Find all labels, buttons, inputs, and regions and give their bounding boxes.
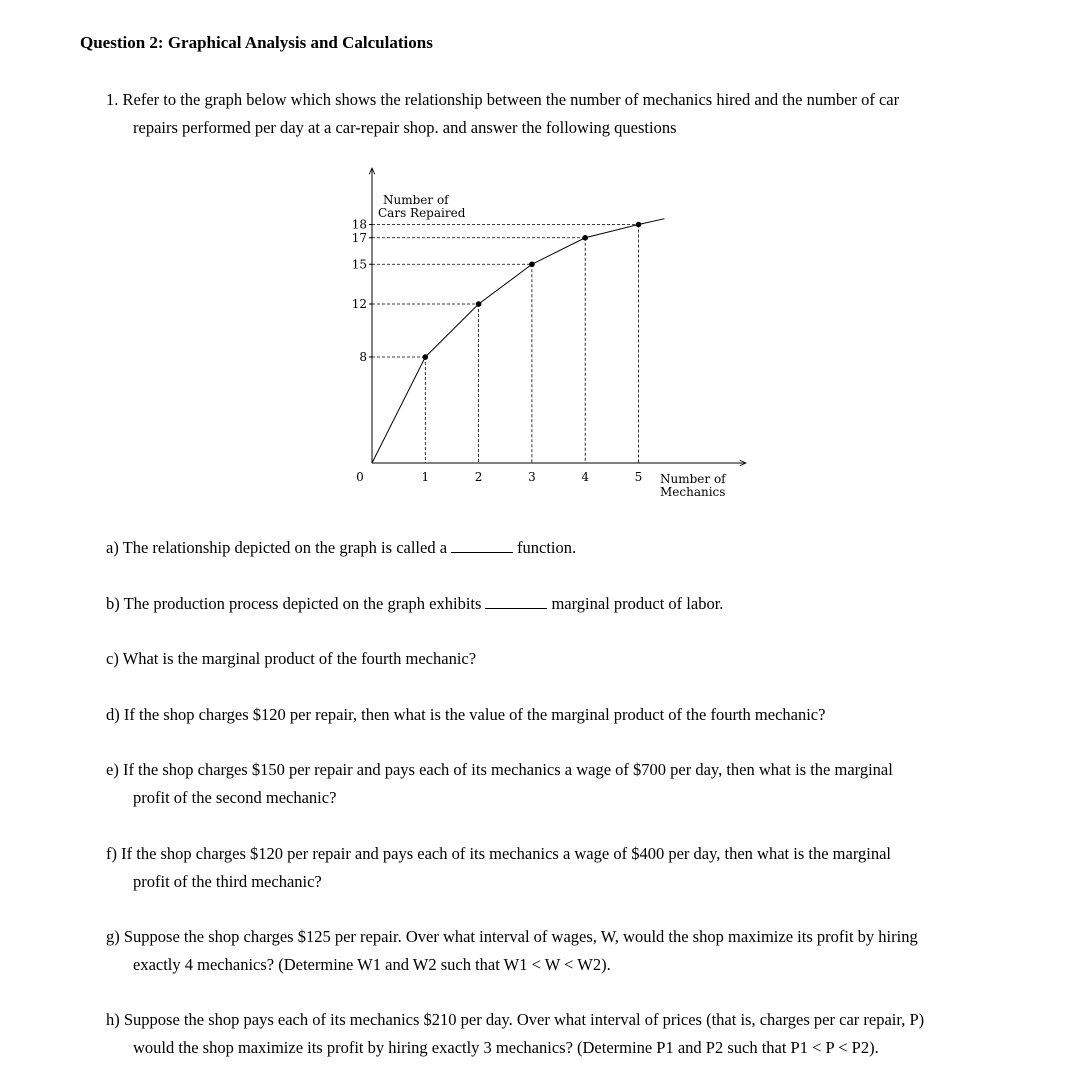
- question-g-line-2: exactly 4 mechanics? (Determine W1 and W2 such that W1 < W < W2).: [133, 955, 611, 974]
- dashed-guide-lines: [372, 225, 639, 464]
- question-b: [106, 590, 723, 618]
- y-axis-label-line2: Cars Repaired: [378, 206, 466, 220]
- answer-blank-a[interactable]: [451, 538, 513, 553]
- question-g-line-1: g) Suppose the shop charges $125 per repair. Over what interval of wages, W, would the shop maximize its profit by hiring: [106, 927, 918, 946]
- intro-paragraph: [106, 86, 899, 142]
- question-e-line-2: profit of the second mechanic?: [133, 788, 337, 807]
- intro-line-2: repairs performed per day at a car-repair shop. and answer the following questions: [133, 118, 677, 137]
- y-tick-label-8: 8: [359, 350, 367, 364]
- question-a-text: a) The relationship depicted on the graph is called a: [106, 538, 448, 557]
- page-title: Question 2: Graphical Analysis and Calculations: [80, 33, 433, 52]
- x-tick-label-4: 4: [581, 470, 590, 484]
- data-point-4: [582, 235, 588, 241]
- question-a: [106, 534, 576, 562]
- question-f-line-2: profit of the third mechanic?: [133, 872, 322, 891]
- x-tick-label-3: 3: [528, 470, 536, 484]
- question-c-line-1: c) What is the marginal product of the fourth mechanic?: [106, 649, 477, 668]
- question-d-line-1: d) If the shop charges $120 per repair, then what is the value of the marginal product of the fourth mechanic?: [106, 705, 826, 724]
- x-axis-label-line2: Mechanics: [660, 485, 726, 499]
- question-b-text: b) The production process depicted on the graph exhibits: [106, 594, 482, 613]
- question-h-line-1: h) Suppose the shop pays each of its mechanics $210 per day. Over what interval of prices (that is, charges per car repair, P): [106, 1010, 925, 1029]
- answer-blank-b[interactable]: [485, 594, 547, 609]
- question-b-suffix: marginal product of labor.: [551, 594, 724, 613]
- question-h: [106, 1006, 924, 1062]
- x-tick-label-5: 5: [634, 470, 643, 484]
- y-tick-label-15: 15: [351, 257, 367, 272]
- intro-line-1: 1. Refer to the graph below which shows the relationship between the number of mechanics hired and the number of car: [106, 90, 900, 109]
- question-g: [106, 923, 918, 979]
- x-axis-label-line1: Number of: [660, 472, 726, 486]
- production-curve: [372, 219, 665, 463]
- data-point-2: [476, 301, 482, 307]
- question-e-line-1: e) If the shop charges $150 per repair and pays each of its mechanics a wage of $700 per day, then what is the marginal: [106, 760, 893, 779]
- question-e: [106, 756, 893, 812]
- data-point-5: [636, 222, 642, 228]
- x-tick-label-2: 2: [474, 470, 483, 484]
- x-tick-label-1: 1: [421, 470, 430, 484]
- y-tick-label-17: 17: [351, 230, 367, 245]
- y-axis-label-line1: Number of: [383, 193, 449, 207]
- y-tick-label-12: 12: [351, 297, 367, 311]
- question-h-line-2: would the shop maximize its profit by hiring exactly 3 mechanics? (Determine P1 and P2 such that P1 < P < P2).: [133, 1038, 879, 1057]
- y-tick-label-18: 18: [351, 217, 367, 232]
- question-f: [106, 840, 891, 896]
- x-tick-label-0: 0: [356, 470, 364, 484]
- data-point-3: [529, 261, 535, 267]
- production-function-chart: [330, 160, 770, 510]
- data-point-1: [423, 354, 429, 360]
- question-f-line-1: f) If the shop charges $120 per repair and pays each of its mechanics a wage of $400 per day, then what is the marginal: [106, 844, 892, 863]
- question-d: [106, 701, 825, 729]
- question-a-suffix: function.: [517, 538, 577, 557]
- question-c: [106, 645, 476, 673]
